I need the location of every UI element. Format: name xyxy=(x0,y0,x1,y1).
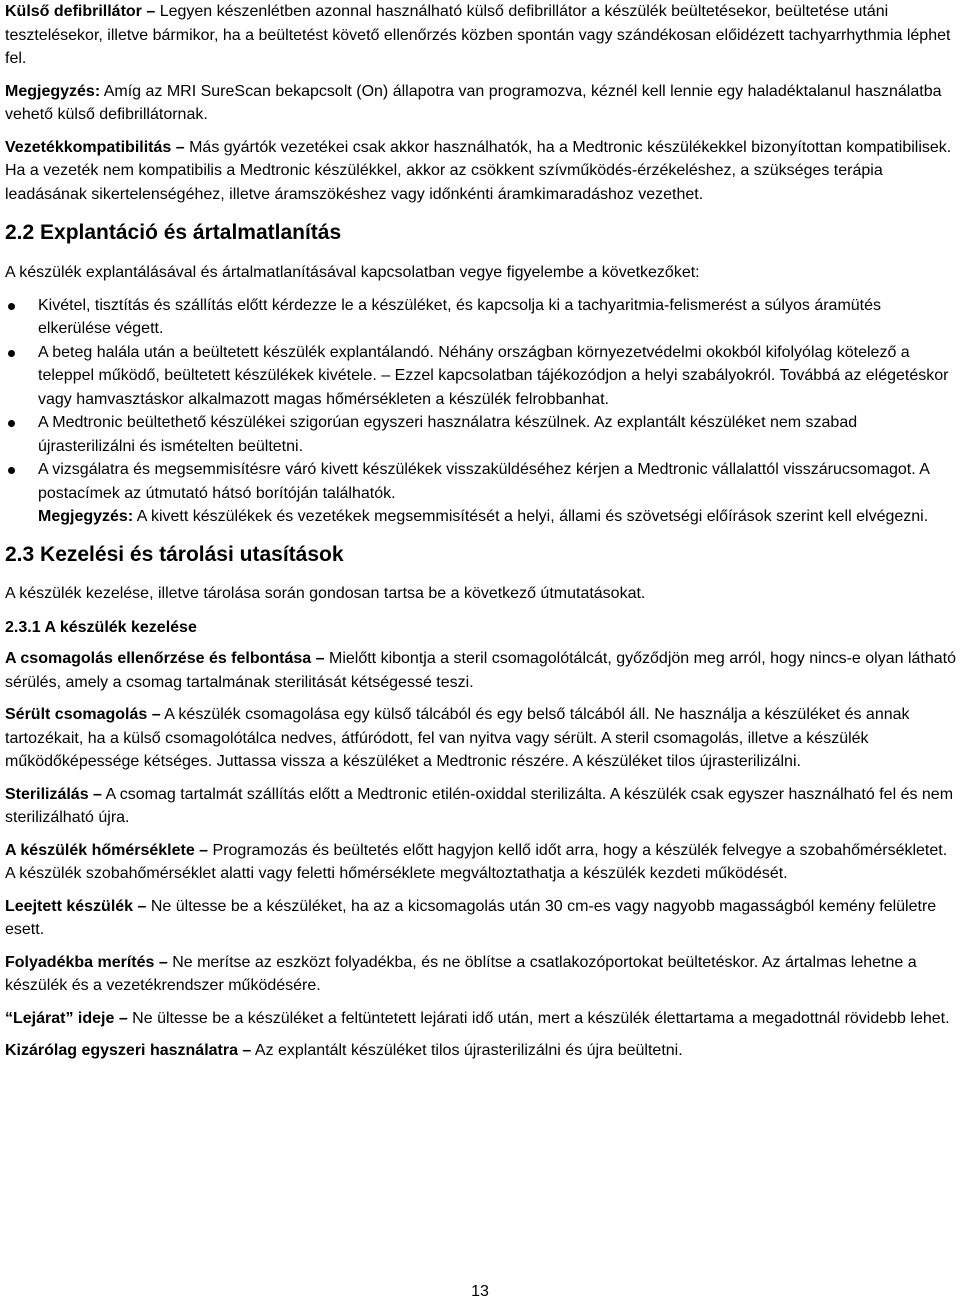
section-heading-2-2: 2.2 Explantáció és ártalmatlanítás xyxy=(5,221,342,244)
bullet-icon xyxy=(8,467,15,474)
section-2-2-intro: A készülék explantálásával és ártalmatlanításával kapcsolatban vegye figyelembe a következőket: xyxy=(5,264,700,281)
handling-item xyxy=(5,895,957,942)
list-item-text: Kivétel, tisztítás és szállítás előtt kérdezze le a készüléket, és kapcsolja ki a tachyaritmia-felismerést a súlyos áramütés elkerülése végett. xyxy=(38,296,882,337)
explant-bullet-list xyxy=(5,294,957,529)
handling-item-lead: Folyadékba merítés – xyxy=(5,953,168,971)
handling-item-text: Ne merítse az eszközt folyadékba, és ne öblítse a csatlakozóportokat beültetéskor. Az ártalmas lehetne a készülék és a vezetékrendszer működésére. xyxy=(5,953,917,994)
bullet-icon xyxy=(8,420,15,427)
paragraph-text: Amíg az MRI SureScan bekapcsolt (On) állapotra van programozva, kéznél kell lennie egy haladéktalanul használatba vehető külső defibrillátornak. xyxy=(5,82,942,123)
handling-item xyxy=(5,951,957,998)
handling-item-lead: Kizárólag egyszeri használatra – xyxy=(5,1042,252,1059)
handling-item-lead: Sérült csomagolás – xyxy=(5,706,161,723)
handling-item-text: A csomag tartalmát szállítás előtt a Medtronic etilén-oxiddal sterilizálta. A készülék csak egyszer használható fel és nem sterilizálható újra. xyxy=(5,785,954,826)
list-item xyxy=(5,411,957,458)
paragraph-lead: Külső defibrillátor – xyxy=(5,3,156,20)
list-item xyxy=(5,294,957,341)
paragraph-lead: Megjegyzés: xyxy=(5,82,101,100)
page-number: 13 xyxy=(471,1283,489,1300)
section-heading-2-3: 2.3 Kezelési és tárolási utasítások xyxy=(5,542,344,566)
handling-item-lead: A csomagolás ellenőrzése és felbontása – xyxy=(5,650,325,667)
paragraph-lead-compatibility xyxy=(5,136,957,207)
list-item-text: A Medtronic beültethető készülékei szigorúan egyszeri használatra készülnek. Az explantált készüléket nem szabad újrasterilizálni és ismételten beültetni. xyxy=(38,414,858,455)
handling-item-text: A készülék csomagolása egy külső tálcából és egy belső tálcából áll. Ne használja a készüléket és annak tartozékait, ha a külső csomagolótálca nedves, átfúródott, fel van nyitva vagy sérült. A steril csomagolás, illetve a készülék működőképessége kétséges. Juttassa vissza a készüléket a Medtronic részére. A készüléket tilos újrasterilizálni. xyxy=(5,706,910,770)
handling-item-text: Ne ültesse be a készüléket, ha az a kicsomagolás után 30 cm-es vagy nagyobb magasságból kemény felületre esett. xyxy=(5,897,937,938)
note-lead: Megjegyzés: xyxy=(38,508,134,525)
document-page xyxy=(5,0,957,1072)
paragraph-lead: Vezetékkompatibilitás – xyxy=(5,138,185,156)
subsection-heading-2-3-1: 2.3.1 A készülék kezelése xyxy=(5,619,197,636)
handling-item xyxy=(5,647,957,694)
bullet-icon xyxy=(8,350,15,357)
section-2-3-intro: A készülék kezelése, illetve tárolása során gondosan tartsa be a következő útmutatásokat. xyxy=(5,584,646,602)
paragraph-external-defibrillator xyxy=(5,0,957,71)
handling-item xyxy=(5,839,957,886)
handling-item-text: Az explantált készüléket tilos újrasterilizálni és újra beültetni. xyxy=(251,1042,683,1059)
handling-item-lead: “Lejárat” ideje – xyxy=(5,1009,128,1027)
paragraph-text: Legyen készenlétben azonnal használható külső defibrillátor a készülék beültetésekor, beültetése utáni tesztelésekor, illetve bármikor, ha a beültetést követő ellenőrzés közben spontán vagy szándékosan előidézett tachyarrhythmia léphet fel. xyxy=(5,3,951,67)
handling-item-lead: Leejtett készülék – xyxy=(5,897,147,915)
handling-item-text: Mielőtt kibontja a steril csomagolótálcát, győződjön meg arról, hogy nincs-e olyan látható sérülés, amely a csomag tartalmának sterilitását kétségessé teszi. xyxy=(5,650,956,691)
handling-item xyxy=(5,783,957,830)
handling-item-text: Ne ültesse be a készüléket a feltüntetett lejárati idő után, mert a készülék élettartama a megadottnál rövidebb lehet. xyxy=(127,1009,950,1027)
list-item xyxy=(5,341,957,412)
bullet-icon xyxy=(8,303,15,310)
handling-item-text: Programozás és beültetés előtt hagyjon kellő időt arra, hogy a készülék felvegye a szobahőmérsékletet. A készülék szobahőmérséklet alatti vagy feletti hőmérséklete megváltoztathatja a készülék kezdeti működését. xyxy=(5,841,948,882)
note-text: A kivett készülékek és vezetékek megsemmisítését a helyi, állami és szövetségi előírások szerint kell elvégezni. xyxy=(133,508,929,525)
list-item xyxy=(5,458,957,529)
handling-item xyxy=(5,1039,957,1063)
handling-item xyxy=(5,703,957,774)
handling-item-lead: A készülék hőmérséklete – xyxy=(5,841,209,859)
list-item-text: A beteg halála után a beültetett készülék explantálandó. Néhány országban környezetvédelmi okokból kifolyólag kötelező a teleppel működő, beültetett készülékek kivétele. – Ezzel kapcsolatban tájékozódjon a helyi szabályokról. Továbbá az elégetéskor vagy hamvasztáskor alkalmazott magas hőmérsékleten a készülék felrobbanhat. xyxy=(38,343,949,408)
list-item-text: A vizsgálatra és megsemmisítésre váró kivett készülékek visszaküldéséhez kérjen a Medtronic vállalattól visszárucsomagot. A postacímek az útmutató hátsó borítóján találhatók. xyxy=(38,461,930,502)
paragraph-text: Más gyártók vezetékei csak akkor használhatók, ha a Medtronic készülékekkel bizonyítottan kompatibilisek. Ha a vezeték nem kompatibilis a Medtronic készülékkel, akkor az csökkent szívműködés-érzékeléshez, a szükséges terápia leadásának sikertelenségéhez, illetve áramszökéshez vagy időnkénti áramkimaradáshoz vezethet. xyxy=(5,138,952,203)
handling-item-lead: Sterilizálás – xyxy=(5,785,102,803)
handling-item xyxy=(5,1007,957,1031)
paragraph-note-mri xyxy=(5,80,957,127)
